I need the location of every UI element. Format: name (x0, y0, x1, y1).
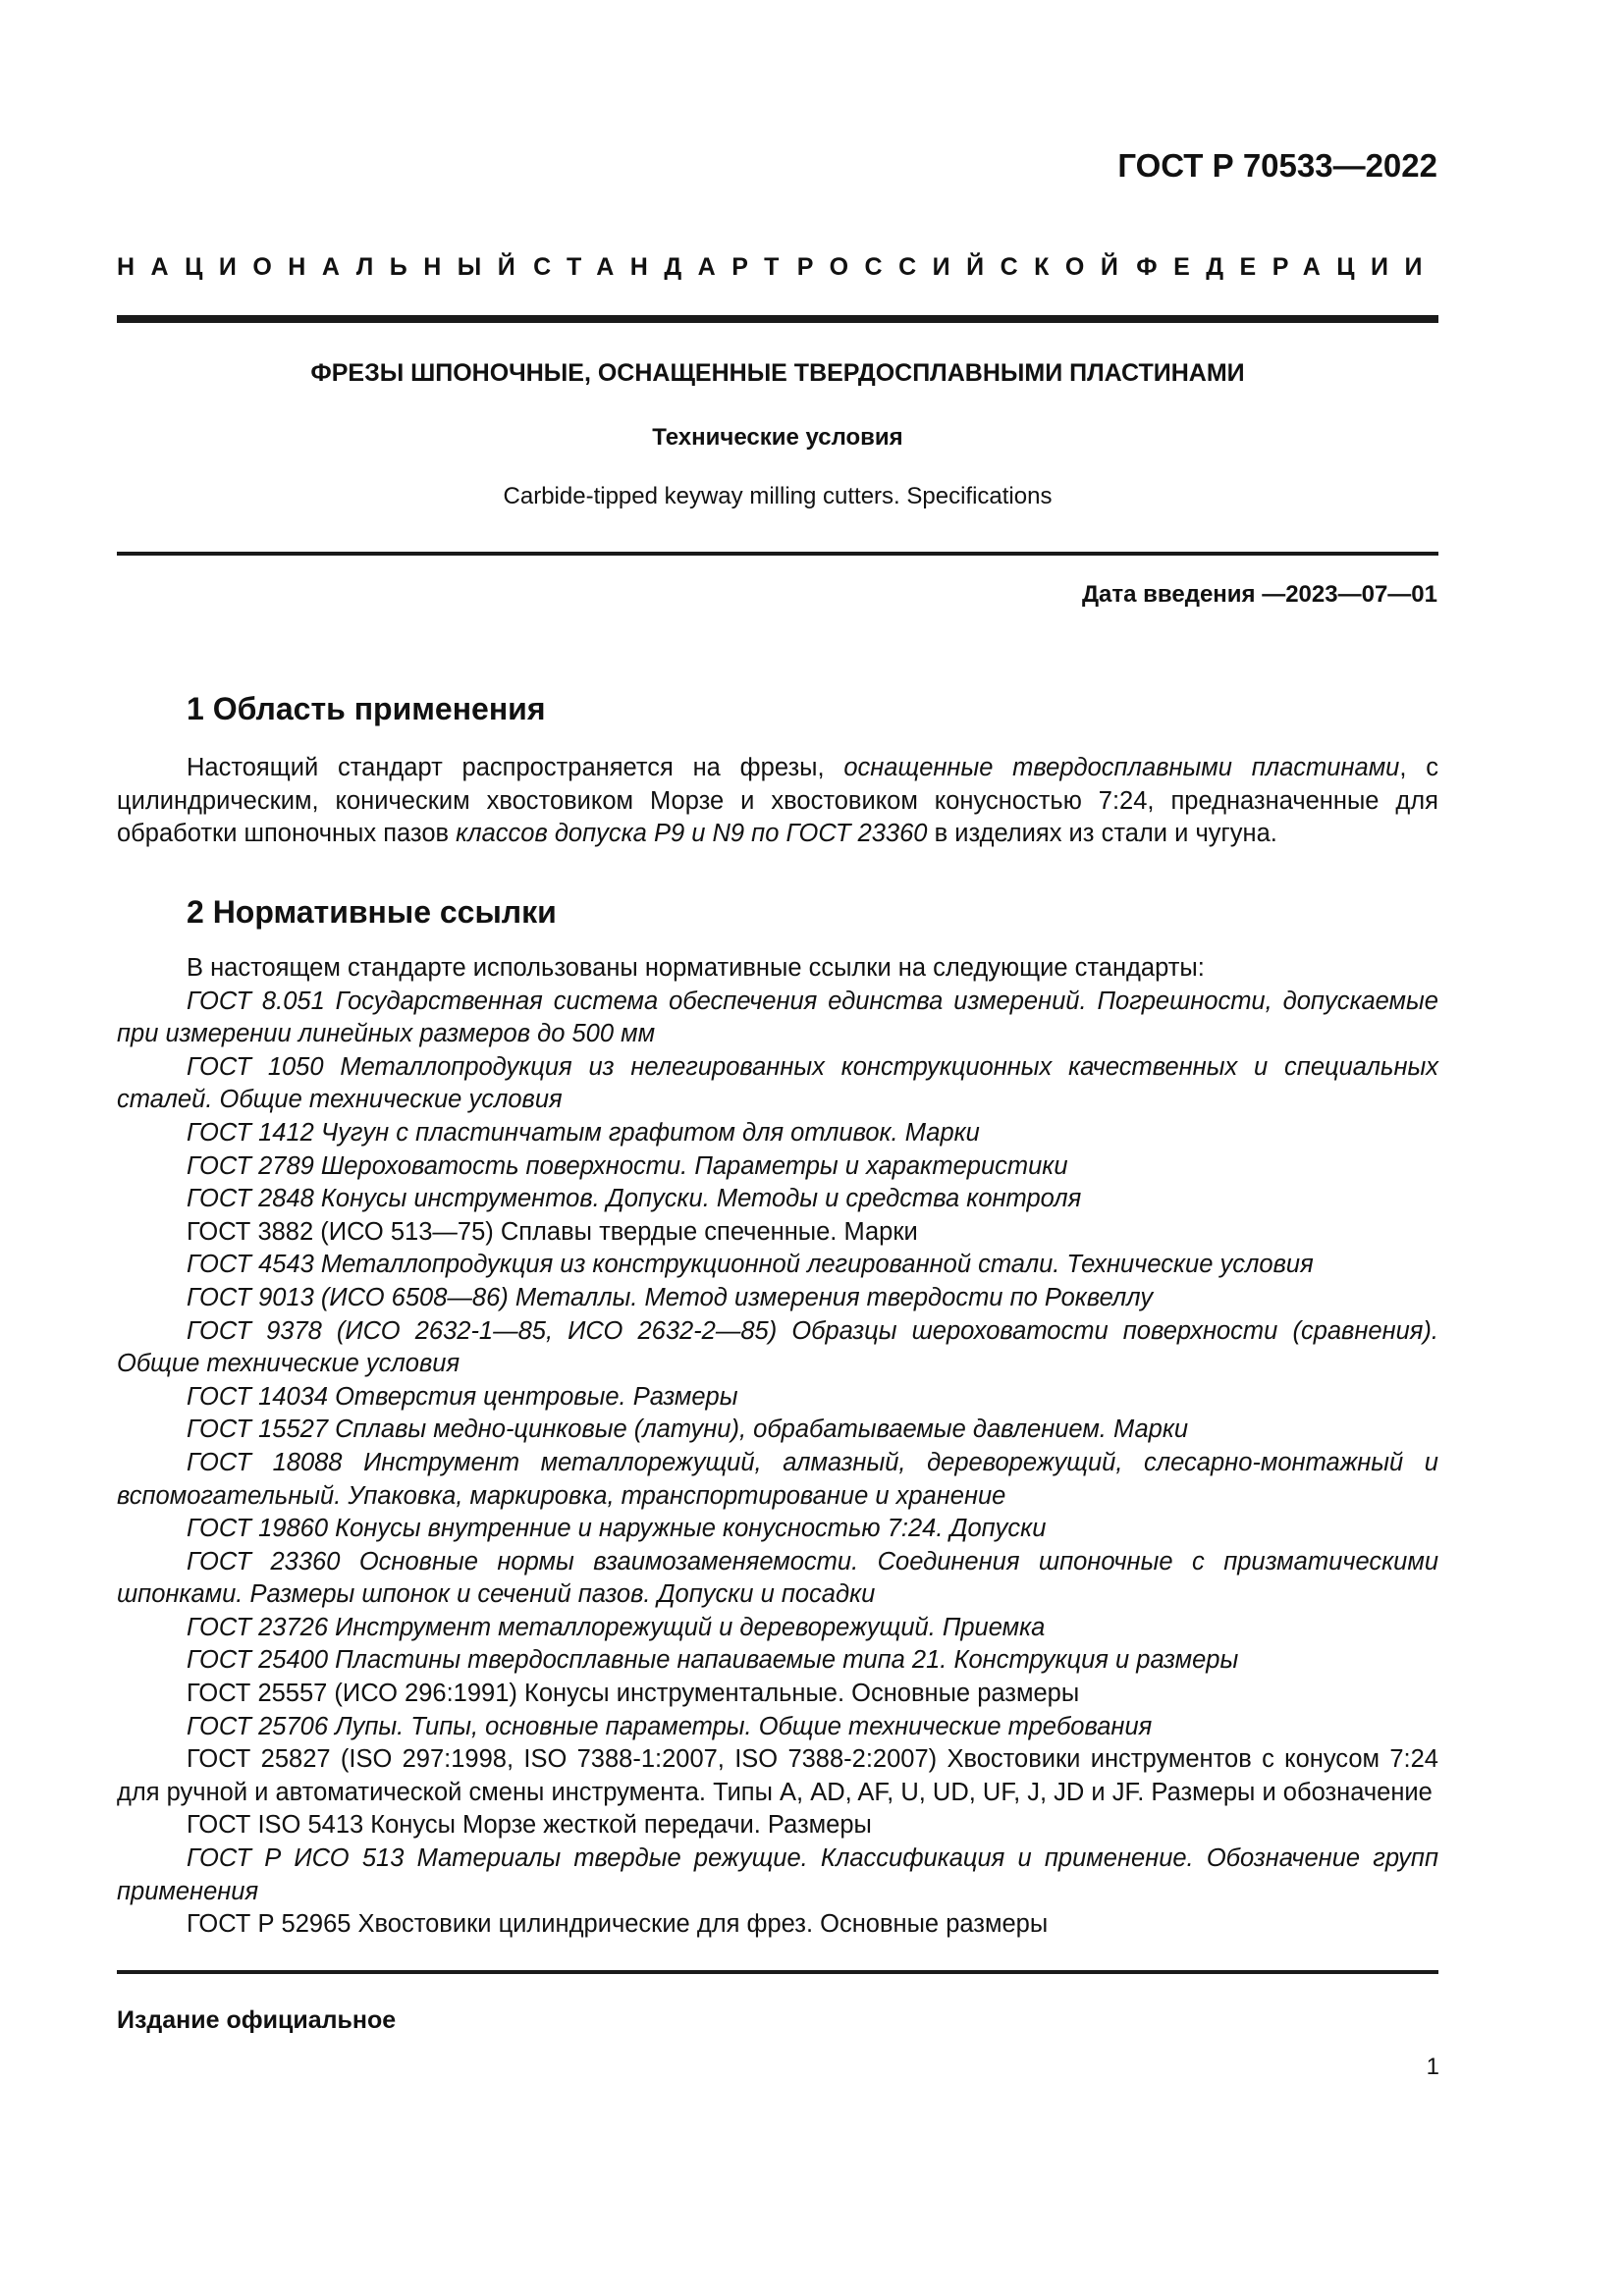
official-edition-label: Издание официальное (117, 2006, 397, 2034)
reference-item: ГОСТ 23726 Инструмент металлорежущий и дереворежущий. Приемка (187, 1613, 1046, 1641)
header-divider (117, 315, 1438, 323)
reference-item: ГОСТ 8.051 Государственная система обеспечения единства измерений. Погрешности, допускаемые при измерении линейных размеров до 500 мм (117, 987, 1438, 1048)
reference-item: ГОСТ 9378 (ИСО 2632-1—85, ИСО 2632-2—85) Образцы шероховатости поверхности (сравнения). Общие технические условия (117, 1316, 1438, 1378)
reference-item: ГОСТ 23360 Основные нормы взаимозаменяемости. Соединения шпоночные с призматическими шпонками. Размеры шпонок и сечений пазов. Допуски и посадки (117, 1547, 1438, 1609)
section-1-body (117, 752, 1438, 851)
national-standard-banner (117, 253, 1438, 282)
reference-item: ГОСТ 25557 (ИСО 296:1991) Конусы инструментальные. Основные размеры (187, 1680, 1080, 1708)
document-title-english: Carbide-tipped keyway milling cutters. Specifications (503, 483, 1053, 509)
document-subtitle: Технические условия (652, 424, 903, 451)
reference-item: ГОСТ 2789 Шероховатость поверхности. Параметры и характеристики (187, 1151, 1068, 1180)
reference-item: ГОСТ 25706 Лупы. Типы, основные параметры. Общие технические требования (187, 1712, 1153, 1740)
footer-divider (117, 1970, 1438, 1974)
reference-item: ГОСТ 25400 Пластины твердосплавные напаиваемые типа 21. Конструкция и размеры (187, 1646, 1239, 1675)
reference-item: ГОСТ 2848 Конусы инструментов. Допуски. Методы и средства контроля (187, 1185, 1082, 1213)
reference-item: ГОСТ 18088 Инструмент металлорежущий, алмазный, дереворежущий, слесарно-монтажный и вспомогательный. Упаковка, маркировка, транспортирование и хранение (117, 1448, 1438, 1510)
reference-item: ГОСТ 25827 (ISO 297:1998, ISO 7388-1:2007, ISO 7388-2:2007) Хвостовики инструментов с конусом 7:24 для ручной и автоматической смены инструмента. Типы А, AD, AF, U, UD, UF, J, JD и JF. Размеры и обозначение (117, 1745, 1438, 1806)
reference-item: ГОСТ 4543 Металлопродукция из конструкционной легированной стали. Технические условия (187, 1251, 1314, 1279)
document-title: ФРЕЗЫ ШПОНОЧНЫЕ, ОСНАЩЕННЫЕ ТВЕРДОСПЛАВНЫМИ ПЛАСТИНАМИ (310, 359, 1245, 387)
banner-word: РОССИЙСКОЙ (796, 253, 1135, 281)
reference-item: ГОСТ 9013 (ИСО 6508—86) Металлы. Метод измерения твердости по Роквеллу (187, 1283, 1154, 1311)
reference-item: ГОСТ 3882 (ИСО 513—75) Сплавы твердые спеченные. Марки (187, 1217, 918, 1246)
banner-word: СТАНДАРТ (533, 253, 795, 281)
reference-item: ГОСТ 19860 Конусы внутренние и наружные конусностью 7:24. Допуски (187, 1515, 1047, 1543)
page-number: 1 (1426, 2054, 1439, 2080)
reference-item: ГОСТ ISO 5413 Конусы Морзе жесткой передачи. Размеры (187, 1811, 872, 1840)
banner-word: НАЦИОНАЛЬНЫЙ (117, 253, 532, 281)
introduction-date: Дата введения —2023—07—01 (1081, 581, 1437, 608)
reference-item: ГОСТ Р 52965 Хвостовики цилиндрические для фрез. Основные размеры (187, 1910, 1049, 1939)
section-2-body (117, 952, 1438, 1942)
scope-paragraph: Настоящий стандарт распространяется на фрезы, оснащенные твердосплавными пластинами, с цилиндрическим, коническим хвостовиком Морзе и хвостовиком конусностью 7:24, предназначенные для обработки шпоночных пазов классов допуска Р9 и N9 по ГОСТ 23360 в изделиях из стали и чугуна. (117, 754, 1439, 848)
reference-item: ГОСТ 15527 Сплавы медно-цинковые (латуни), обрабатываемые давлением. Марки (187, 1415, 1189, 1444)
title-divider (117, 552, 1438, 556)
section-2-heading: 2 Нормативные ссылки (187, 894, 557, 930)
section-1-heading: 1 Область применения (187, 691, 546, 726)
banner-word: ФЕДЕРАЦИИ (1136, 253, 1438, 281)
reference-list (117, 986, 1438, 1942)
reference-item: ГОСТ 1050 Металлопродукция из нелегированных конструкционных качественных и специальных сталей. Общие технические условия (117, 1052, 1438, 1114)
reference-item: ГОСТ 14034 Отверстия центровые. Размеры (187, 1382, 738, 1411)
document-number: ГОСТ Р 70533—2022 (1117, 147, 1437, 184)
reference-item: ГОСТ Р ИСО 513 Материалы твердые режущие. Классификация и применение. Обозначение групп применения (117, 1844, 1438, 1905)
reference-item: ГОСТ 1412 Чугун с пластинчатым графитом для отливок. Марки (187, 1118, 980, 1147)
references-intro: В настоящем стандарте использованы нормативные ссылки на следующие стандарты: (187, 954, 1205, 982)
